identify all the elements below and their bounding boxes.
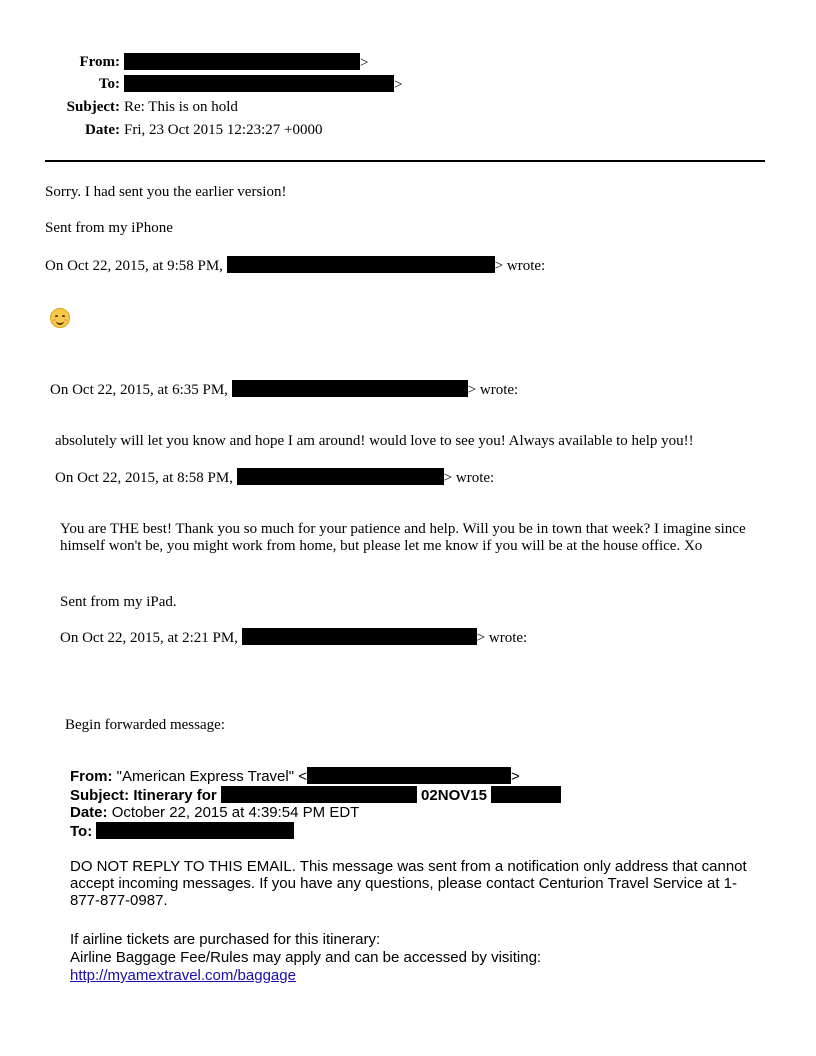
to-label: To:	[98, 76, 120, 92]
fwd-to-label: To:	[70, 823, 93, 840]
fwd-date-label: Date:	[70, 804, 108, 821]
fwd-date-value: October 22, 2015 at 4:39:54 PM EDT	[111, 804, 360, 821]
quote-header-2	[50, 380, 518, 399]
fwd-from-suffix: >	[510, 768, 520, 785]
redacted-block	[242, 628, 477, 645]
quote-header-3	[55, 468, 494, 487]
from-label: From:	[79, 54, 120, 70]
fwd-from-value: "American Express Travel" <	[116, 768, 307, 785]
quote-3-text: You are THE best! Thank you so much for your patience and help. Will you be in town that week? I imagine since himself won't be, you might work from home, but please let me know if you will be at the house office. Xo	[60, 521, 746, 554]
body-line-sent-iphone: Sent from my iPhone	[45, 220, 173, 236]
to-suffix: >	[394, 77, 403, 93]
to-value	[124, 75, 402, 94]
subject-value: Re: This is on hold	[124, 99, 238, 115]
fwd-subject-code: 02NOV15	[421, 787, 487, 804]
quote-3-prefix: On Oct 22, 2015, at 8:58 PM,	[55, 470, 233, 486]
fwd-to-row	[70, 822, 294, 841]
header-divider	[45, 160, 765, 162]
quote-1-suffix: > wrote:	[494, 258, 546, 274]
date-label: Date:	[85, 122, 120, 138]
redacted-block	[491, 786, 561, 803]
redacted-block	[237, 468, 444, 485]
fwd-subject-label: Subject: Itinerary for	[70, 787, 217, 804]
date-value: Fri, 23 Oct 2015 12:23:27 +0000	[124, 122, 323, 138]
redacted-block	[232, 380, 468, 397]
quote-header-1	[45, 256, 545, 275]
fwd-notice: DO NOT REPLY TO THIS EMAIL. This message was sent from a notification only address that cannot accept incoming messages. If you have any questions, please contact Centurion Travel Service at 1-877-877-0987.	[70, 858, 747, 909]
quote-2-suffix: > wrote:	[467, 382, 519, 398]
redacted-block	[96, 822, 294, 839]
redacted-block	[124, 75, 394, 92]
quote-2-prefix: On Oct 22, 2015, at 6:35 PM,	[50, 382, 228, 398]
redacted-block	[227, 256, 495, 273]
smiling-face-icon	[50, 308, 70, 328]
subject-label: Subject:	[66, 99, 120, 115]
redacted-block	[307, 767, 511, 784]
quote-header-4	[60, 628, 527, 647]
fwd-tickets-line1: If airline tickets are purchased for this itinerary:	[70, 931, 381, 948]
forwarded-message-label: Begin forwarded message:	[65, 717, 225, 733]
redacted-block	[124, 53, 360, 70]
quote-3-signature: Sent from my iPad.	[60, 594, 177, 610]
redacted-block	[221, 786, 417, 803]
fwd-from-row	[70, 767, 520, 786]
from-suffix: >	[360, 55, 369, 71]
quote-1-prefix: On Oct 22, 2015, at 9:58 PM,	[45, 258, 223, 274]
quote-4-prefix: On Oct 22, 2015, at 2:21 PM,	[60, 630, 238, 646]
fwd-tickets-line2: Airline Baggage Fee/Rules may apply and can be accessed by visiting:	[70, 949, 542, 966]
from-value	[124, 53, 368, 72]
fwd-from-label: From:	[70, 768, 113, 785]
quote-4-suffix: > wrote:	[476, 630, 528, 646]
baggage-link[interactable]: http://myamextravel.com/baggage	[70, 967, 296, 984]
quote-2-text: absolutely will let you know and hope I am around! would love to see you! Always available to help you!!	[55, 433, 694, 449]
fwd-date-row	[70, 804, 359, 822]
body-line-sorry: Sorry. I had sent you the earlier version!	[45, 184, 287, 200]
fwd-link-row	[70, 967, 296, 985]
fwd-subject-row	[70, 786, 561, 805]
quote-3-suffix: > wrote:	[443, 470, 495, 486]
